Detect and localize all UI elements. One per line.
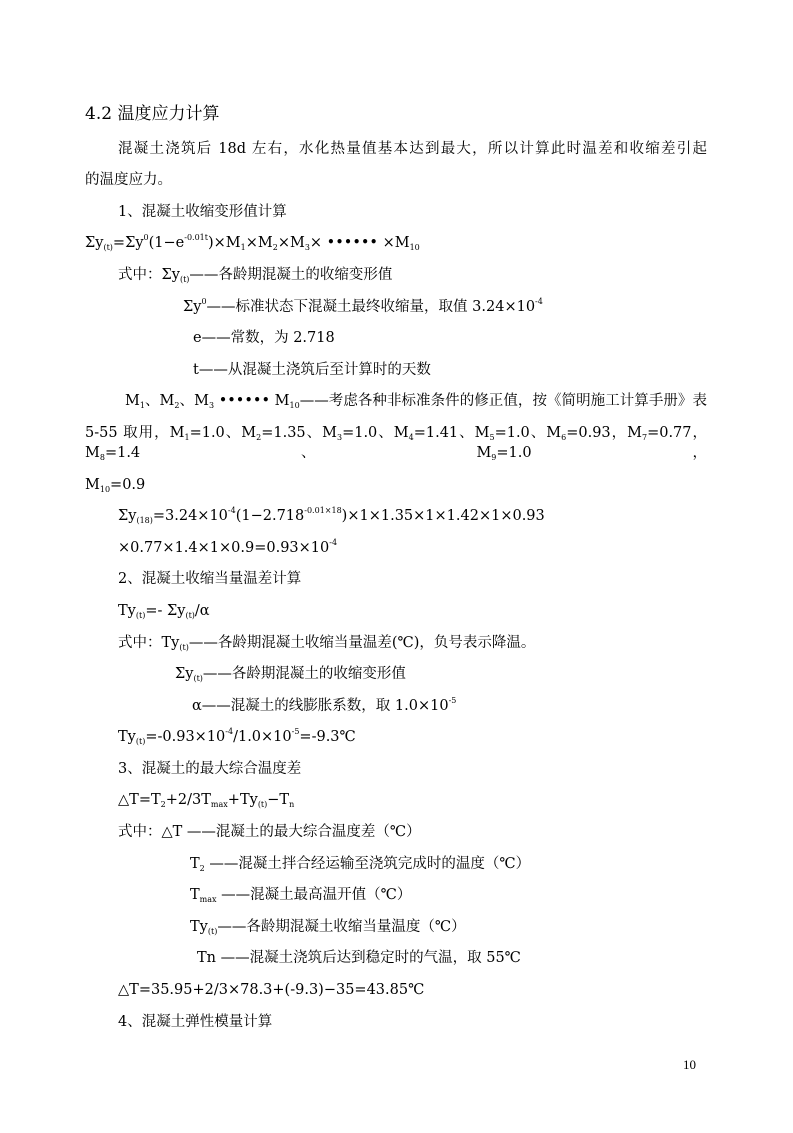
definition bbox=[118, 627, 707, 659]
formula bbox=[118, 595, 707, 627]
formula bbox=[85, 228, 707, 260]
text-run: /1.0×10 bbox=[233, 729, 292, 746]
text-run: 、M bbox=[179, 393, 209, 410]
subscript: 2 bbox=[199, 863, 205, 873]
text-run: ×M bbox=[277, 235, 305, 252]
text-run: 式中：△T ——混凝土的最大综合温度差（℃） bbox=[118, 824, 421, 841]
text-run: =3.24×10 bbox=[152, 508, 228, 525]
superscript: -4 bbox=[329, 537, 338, 547]
text-run: (1−2.718 bbox=[235, 508, 305, 525]
subscript: 5 bbox=[489, 432, 495, 442]
formula bbox=[118, 500, 707, 532]
definition bbox=[190, 848, 707, 880]
text-run: Σy bbox=[183, 298, 202, 315]
subscript: 10 bbox=[99, 484, 111, 494]
text-run: Ty bbox=[118, 602, 136, 619]
definition bbox=[193, 322, 707, 354]
text-run: 4.2 温度应力计算 bbox=[85, 103, 220, 124]
text-run: t——从混凝土浇筑后至计算时的天数 bbox=[193, 361, 431, 378]
text-run: 混凝土浇筑后 18d 左右，水化热量值基本达到最大，所以计算此时温差和收缩差引起 bbox=[118, 140, 707, 157]
text-run: 、M bbox=[144, 393, 175, 410]
subscript: 2 bbox=[160, 800, 166, 810]
subscript: 3 bbox=[304, 243, 310, 253]
definition bbox=[125, 386, 707, 418]
superscript: -0.01×18 bbox=[304, 506, 342, 516]
text-run: =- Σy bbox=[145, 602, 186, 619]
definition bbox=[118, 259, 707, 291]
text-run: )×1×1.35×1×1.42×1×0.93 bbox=[341, 508, 545, 525]
subscript: max bbox=[199, 895, 217, 905]
superscript: -5 bbox=[448, 695, 457, 705]
text-run: × •••••• ×M bbox=[309, 235, 410, 252]
text-run: =1.41、M bbox=[413, 424, 490, 441]
text-run: ——混凝土最高温开值（℃） bbox=[216, 887, 412, 904]
definition bbox=[190, 879, 707, 911]
text-run: =1.4、M bbox=[104, 444, 492, 461]
text-run: )×M bbox=[207, 235, 241, 252]
formula bbox=[118, 974, 707, 1006]
text-run: +Ty bbox=[227, 792, 258, 809]
formula bbox=[118, 532, 707, 564]
text-run: Σy bbox=[85, 235, 104, 252]
section-heading bbox=[85, 98, 707, 133]
subscript: 1 bbox=[184, 432, 190, 442]
subscript: (t) bbox=[179, 274, 190, 284]
superscript: 0 bbox=[143, 233, 149, 243]
subscript: max bbox=[210, 800, 228, 810]
text-run: Σy bbox=[118, 508, 137, 525]
text-run: =-0.93×10 bbox=[145, 729, 226, 746]
superscript: -5 bbox=[291, 727, 300, 737]
paragraph-line bbox=[85, 164, 707, 196]
text-run: Σy bbox=[175, 666, 194, 683]
subscript: (t) bbox=[135, 737, 146, 747]
text-run: −T bbox=[267, 792, 290, 809]
text-run: 5-55 取用，M bbox=[85, 424, 185, 441]
text-run: Ty bbox=[190, 918, 208, 935]
subscript: (t) bbox=[207, 926, 218, 936]
text-run: △T=35.95+2/3×78.3+(-9.3)−35=43.85℃ bbox=[118, 982, 425, 999]
text-run: 式中：Ty bbox=[118, 634, 180, 651]
subscript: 8 bbox=[99, 452, 105, 462]
subscript: 4 bbox=[408, 432, 414, 442]
subscript: (t) bbox=[185, 610, 195, 620]
text-run: △T=T bbox=[118, 792, 161, 809]
text-run: ——混凝土拌合经运输至浇筑完成时的温度（℃） bbox=[204, 855, 531, 872]
subscript: 7 bbox=[641, 432, 648, 442]
paragraph-line bbox=[85, 417, 707, 469]
subscript: 9 bbox=[491, 452, 497, 462]
text-run: α——混凝土的线膨胀系数，取 1.0×10 bbox=[192, 697, 449, 714]
subscript: (t) bbox=[179, 642, 189, 652]
definition bbox=[197, 943, 707, 975]
subscript: 10 bbox=[409, 243, 420, 253]
text-run: =Σy bbox=[112, 235, 144, 252]
formula bbox=[118, 721, 707, 753]
subscript: (18) bbox=[136, 516, 153, 526]
definition bbox=[193, 354, 707, 386]
formula bbox=[118, 785, 707, 817]
paragraph-line bbox=[85, 469, 707, 501]
subheading bbox=[118, 1006, 707, 1038]
page-number: 10 bbox=[683, 1057, 696, 1073]
subscript: n bbox=[289, 800, 295, 810]
superscript: -4 bbox=[227, 506, 236, 516]
text-run: =1.35、M bbox=[261, 424, 337, 441]
subscript: 1 bbox=[240, 243, 246, 253]
superscript: -0.01t bbox=[184, 233, 208, 243]
text-run: 3、混凝土的最大综合温度差 bbox=[118, 760, 302, 777]
text-run: Tn ——混凝土浇筑后达到稳定时的气温，取 55℃ bbox=[197, 950, 521, 967]
text-run: =0.93，M bbox=[566, 424, 642, 441]
subscript: (t) bbox=[103, 243, 113, 253]
subscript: 10 bbox=[289, 401, 300, 411]
text-run: Ty bbox=[118, 729, 136, 746]
definition bbox=[175, 658, 707, 690]
text-run: ——各龄期混凝土的收缩变形值 bbox=[189, 266, 393, 283]
text-run: ×M bbox=[245, 235, 273, 252]
text-run: ×0.77×1.4×1×0.9=0.93×10 bbox=[118, 539, 330, 556]
text-run: /α bbox=[194, 602, 210, 619]
text-run: =1.0， bbox=[496, 444, 707, 461]
text-run: M bbox=[85, 476, 100, 493]
text-run: ——考虑各种非标准条件的修正值，按《简明施工计算手册》表 bbox=[299, 393, 707, 410]
text-run: 2、混凝土收缩当量温差计算 bbox=[118, 571, 302, 588]
text-run: =0.9 bbox=[110, 476, 146, 493]
subscript: 2 bbox=[256, 432, 262, 442]
subscript: 3 bbox=[208, 401, 215, 411]
text-run: =1.0、M bbox=[494, 424, 562, 441]
text-run: 1、混凝土收缩变形值计算 bbox=[118, 203, 287, 220]
text-run: +2/3T bbox=[165, 792, 211, 809]
text-run: =1.0、M bbox=[189, 424, 257, 441]
text-run: ——标准状态下混凝土最终收缩量，取值 3.24×10 bbox=[206, 298, 536, 315]
text-run: =-9.3℃ bbox=[299, 729, 356, 746]
subscript: 2 bbox=[174, 401, 180, 411]
subheading bbox=[118, 564, 707, 596]
subscript: (t) bbox=[257, 800, 268, 810]
text-run: ——各龄期混凝土收缩当量温度（℃） bbox=[217, 918, 466, 935]
text-run: M bbox=[125, 393, 140, 410]
definition bbox=[183, 291, 707, 323]
superscript: -4 bbox=[225, 727, 234, 737]
definition bbox=[192, 690, 707, 722]
definition bbox=[118, 816, 707, 848]
subscript: (t) bbox=[193, 674, 203, 684]
text-run: ——各龄期混凝土收缩当量温差(℃)，负号表示降温。 bbox=[188, 634, 536, 651]
superscript: -4 bbox=[535, 296, 543, 306]
text-run: (1−e bbox=[148, 235, 185, 252]
subscript: 6 bbox=[561, 432, 567, 442]
text-run: ——各龄期混凝土的收缩变形值 bbox=[202, 666, 406, 683]
text-run: T bbox=[190, 855, 200, 872]
text-run: •••••• M bbox=[214, 393, 290, 410]
subheading bbox=[118, 196, 707, 228]
definition bbox=[190, 911, 707, 943]
text-run: e——常数，为 2.718 bbox=[193, 330, 335, 347]
text-run: 4、混凝土弹性模量计算 bbox=[118, 1013, 273, 1030]
paragraph-line bbox=[118, 133, 707, 165]
subscript: 1 bbox=[139, 401, 145, 411]
text-run: =1.0、M bbox=[342, 424, 409, 441]
subheading bbox=[118, 753, 707, 785]
text-run: =0.77，M bbox=[85, 424, 708, 461]
subscript: 3 bbox=[336, 432, 343, 442]
text-run: T bbox=[190, 887, 200, 904]
text-run: 式中：Σy bbox=[118, 266, 180, 283]
subscript: 2 bbox=[272, 243, 278, 253]
superscript: 0 bbox=[201, 296, 207, 306]
subscript: (t) bbox=[135, 610, 146, 620]
text-run: 的温度应力。 bbox=[85, 172, 172, 189]
